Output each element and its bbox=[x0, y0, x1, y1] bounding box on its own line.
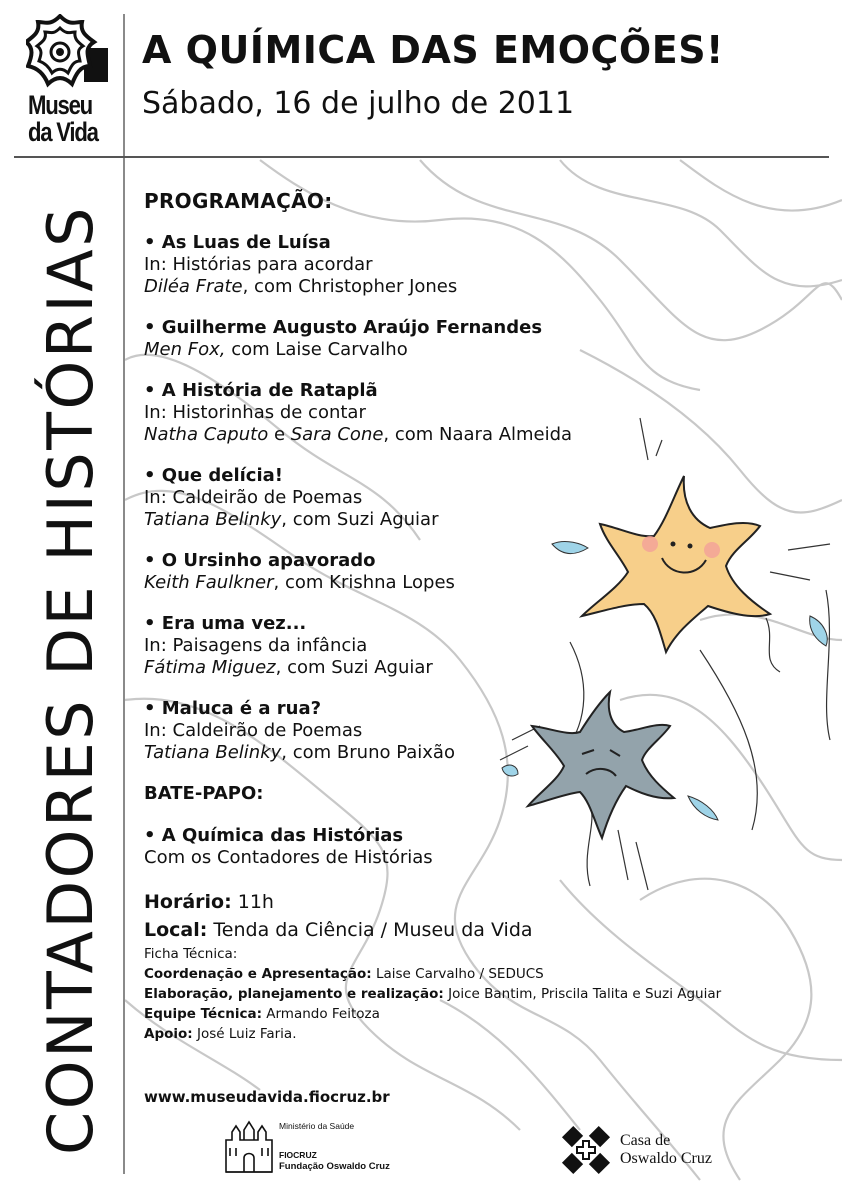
flower-logo-icon bbox=[26, 14, 110, 92]
credit-rest: , com Naara Almeida bbox=[383, 424, 573, 445]
apoio-value: José Luiz Faria. bbox=[192, 1026, 297, 1042]
program-item-credits bbox=[144, 424, 824, 446]
program-item-credits bbox=[144, 276, 824, 298]
coord-line bbox=[144, 964, 824, 984]
author: Fátima Miguez bbox=[144, 657, 276, 678]
program-item-credits bbox=[144, 339, 824, 361]
program-item bbox=[144, 380, 824, 446]
horizontal-divider bbox=[14, 156, 829, 158]
program-item-source: In: Paisagens da infância bbox=[144, 635, 368, 656]
author: Men Fox, bbox=[144, 339, 226, 360]
fiocruz-text: FIOCRUZ bbox=[279, 1150, 317, 1160]
page-title: A QUÍMICA DAS EMOÇÕES! bbox=[142, 28, 724, 72]
horario-value: 11h bbox=[231, 891, 274, 913]
logo-wordmark bbox=[28, 92, 117, 146]
program-item-source: In: Historinhas de contar bbox=[144, 402, 366, 423]
credit-rest: com Laise Carvalho bbox=[225, 339, 408, 360]
author: Natha Caputo bbox=[144, 424, 269, 445]
bate-papo-title: • A Química das Histórias bbox=[144, 825, 404, 846]
program-item-source: In: Histórias para acordar bbox=[144, 254, 373, 275]
event-date: Sábado, 16 de julho de 2011 bbox=[142, 86, 575, 121]
program-item-credits bbox=[144, 742, 824, 764]
logo-line-2: da Vida bbox=[28, 117, 98, 147]
program-item-credits bbox=[144, 572, 824, 594]
program-item bbox=[144, 613, 824, 679]
fundacao-text: Fundação Oswaldo Cruz bbox=[279, 1161, 390, 1172]
program-item-title: • Maluca é a rua? bbox=[144, 698, 322, 719]
credit-mid: e bbox=[268, 424, 291, 445]
logo-line-1: Museu bbox=[28, 90, 92, 120]
program-item-title: • Que delícia! bbox=[144, 465, 283, 486]
elab-value: Joice Bantim, Priscila Talita e Suzi Aguiar bbox=[443, 986, 722, 1002]
program-item bbox=[144, 317, 824, 361]
program-item-source: In: Caldeirão de Poemas bbox=[144, 487, 363, 508]
credit-rest: , com Suzi Aguiar bbox=[281, 509, 439, 530]
schedule-info bbox=[144, 888, 824, 944]
program-item-title: • As Luas de Luísa bbox=[144, 232, 331, 253]
program-item-title: • Guilherme Augusto Araújo Fernandes bbox=[144, 317, 543, 338]
museu-da-vida-logo bbox=[26, 14, 110, 148]
technical-credits bbox=[144, 944, 824, 1044]
local-line bbox=[144, 916, 824, 944]
bate-papo-item bbox=[144, 825, 824, 869]
credit-rest: , com Suzi Aguiar bbox=[275, 657, 433, 678]
casa-line-1: Casa de bbox=[620, 1132, 671, 1149]
local-label: Local: bbox=[144, 919, 208, 941]
ficha-heading: Ficha Técnica: bbox=[144, 946, 238, 962]
credit-rest: , com Christopher Jones bbox=[242, 276, 458, 297]
programacao-heading: PROGRAMAÇÃO: bbox=[144, 189, 333, 213]
program-item-credits bbox=[144, 657, 824, 679]
website-link[interactable]: www.museudavida.fiocruz.br bbox=[144, 1088, 390, 1106]
side-title: CONTADORES DE HISTÓRIAS bbox=[34, 205, 107, 1155]
ministerio-text: Ministério da Saúde bbox=[279, 1121, 355, 1131]
horario-label: Horário: bbox=[144, 891, 232, 913]
horario-line bbox=[144, 888, 824, 916]
casa-line-2: Oswaldo Cruz bbox=[620, 1150, 712, 1167]
program-item bbox=[144, 465, 824, 531]
bate-papo-heading: BATE-PAPO: bbox=[144, 783, 264, 804]
casa-text bbox=[620, 1132, 712, 1168]
program-item bbox=[144, 698, 824, 764]
casa-cross-icon bbox=[558, 1122, 614, 1178]
author: Keith Faulkner bbox=[144, 572, 274, 593]
local-value: Tenda da Ciência / Museu da Vida bbox=[207, 919, 533, 941]
vertical-divider bbox=[123, 14, 125, 1174]
coord-value: Laise Carvalho / SEDUCS bbox=[371, 966, 544, 982]
bate-papo-subtitle: Com os Contadores de Histórias bbox=[144, 847, 433, 868]
casa-oswaldo-cruz-logo bbox=[558, 1122, 758, 1178]
credit-rest: , com Bruno Paixão bbox=[281, 742, 455, 763]
author: Tatiana Belinky bbox=[144, 742, 282, 763]
program-item-credits bbox=[144, 509, 824, 531]
elab-line bbox=[144, 984, 824, 1004]
equipe-value: Armando Feitoza bbox=[261, 1006, 380, 1022]
equipe-label: Equipe Técnica: bbox=[144, 1006, 262, 1022]
apoio-label: Apoio: bbox=[144, 1026, 193, 1042]
author: Tatiana Belinky bbox=[144, 509, 282, 530]
fiocruz-castle-icon bbox=[222, 1118, 276, 1174]
apoio-line bbox=[144, 1024, 824, 1044]
author: Sara Cone bbox=[290, 424, 384, 445]
program-item-source: In: Caldeirão de Poemas bbox=[144, 720, 363, 741]
program-item bbox=[144, 232, 824, 298]
program-item-title: • Era uma vez... bbox=[144, 613, 307, 634]
equipe-line bbox=[144, 1004, 824, 1024]
elab-label: Elaboração, planejamento e realização: bbox=[144, 986, 444, 1002]
author: Diléa Frate bbox=[144, 276, 243, 297]
program-item-title: • A História de Rataplã bbox=[144, 380, 378, 401]
fiocruz-logo bbox=[222, 1118, 422, 1178]
coord-label: Coordenação e Apresentação: bbox=[144, 966, 372, 982]
credit-rest: , com Krishna Lopes bbox=[273, 572, 455, 593]
program-content bbox=[144, 190, 824, 1044]
program-item-title: • O Ursinho apavorado bbox=[144, 550, 376, 571]
program-item bbox=[144, 550, 824, 594]
